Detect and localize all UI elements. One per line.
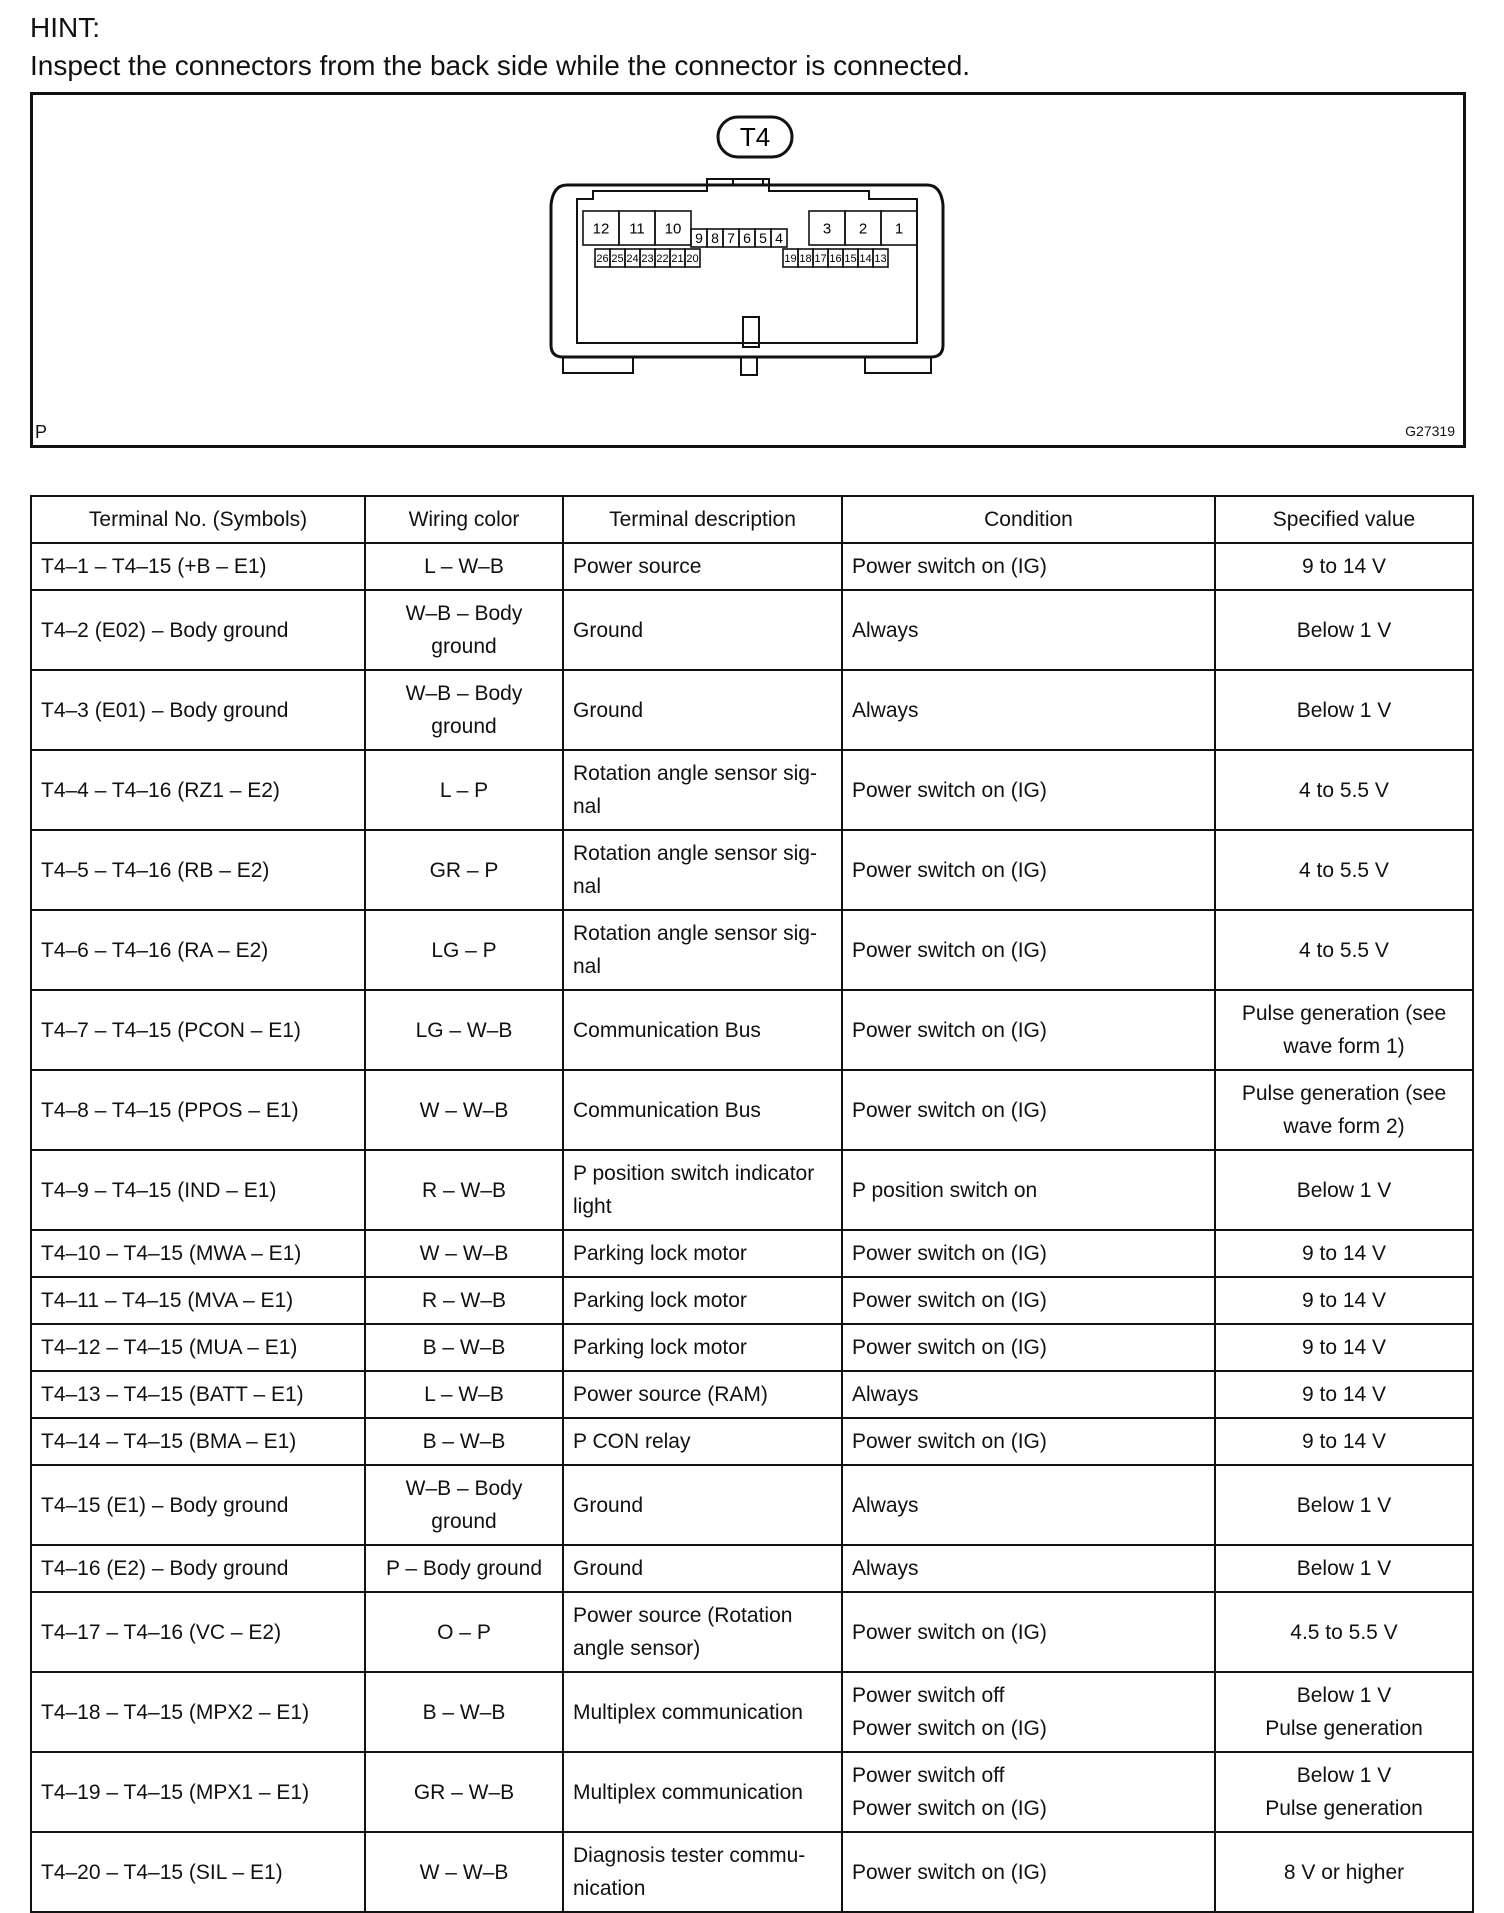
cell-description: Diagnosis tester commu-nication (563, 1832, 842, 1912)
figure-code: G27319 (1405, 423, 1455, 439)
cell-terminal: T4–3 (E01) – Body ground (31, 670, 365, 750)
cell-specified-value: 9 to 14 V (1215, 1371, 1473, 1418)
cell-specified-value: 4 to 5.5 V (1215, 830, 1473, 910)
connector-latch (733, 179, 763, 185)
table-row (31, 1230, 1473, 1277)
header-terminal: Terminal No. (Symbols) (31, 496, 365, 543)
cell-condition: Power switch on (IG) (842, 990, 1215, 1070)
cell-terminal: T4–6 – T4–16 (RA – E2) (31, 910, 365, 990)
cell-terminal: T4–8 – T4–15 (PPOS – E1) (31, 1070, 365, 1150)
cell-condition: P position switch on (842, 1150, 1215, 1230)
cell-wiring-color: L – W–B (365, 1371, 563, 1418)
cell-terminal: T4–20 – T4–15 (SIL – E1) (31, 1832, 365, 1912)
cell-description: Multiplex communication (563, 1672, 842, 1752)
cell-wiring-color: B – W–B (365, 1418, 563, 1465)
pin-21: 21 (671, 252, 684, 265)
table-header-row (31, 496, 1473, 543)
pin-17: 17 (814, 252, 827, 265)
cell-terminal: T4–17 – T4–16 (VC – E2) (31, 1592, 365, 1672)
cell-description: Parking lock motor (563, 1277, 842, 1324)
cell-specified-value: 9 to 14 V (1215, 1418, 1473, 1465)
pin-19: 19 (784, 252, 797, 265)
table-row (31, 750, 1473, 830)
connector-foot-center (741, 357, 757, 375)
header-description: Terminal description (563, 496, 842, 543)
cell-condition: Always (842, 670, 1215, 750)
pin-8: 8 (711, 230, 719, 247)
cell-terminal: T4–11 – T4–15 (MVA – E1) (31, 1277, 365, 1324)
table-row (31, 590, 1473, 670)
cell-description: Rotation angle sensor sig-nal (563, 910, 842, 990)
cell-condition: Always (842, 1545, 1215, 1592)
cell-terminal: T4–10 – T4–15 (MWA – E1) (31, 1230, 365, 1277)
cell-specified-value: 4 to 5.5 V (1215, 750, 1473, 830)
pin-2: 2 (858, 220, 868, 238)
cell-specified-value: Pulse generation (see wave form 1) (1215, 990, 1473, 1070)
cell-wiring-color: W – W–B (365, 1070, 563, 1150)
pin-16: 16 (829, 252, 842, 265)
cell-wiring-color: W–B – Body ground (365, 1465, 563, 1545)
table-row (31, 1324, 1473, 1371)
cell-condition: Power switch on (IG) (842, 1230, 1215, 1277)
cell-wiring-color: W – W–B (365, 1230, 563, 1277)
pin-13: 13 (874, 252, 887, 265)
pin-18: 18 (799, 252, 812, 265)
cell-terminal: T4–7 – T4–15 (PCON – E1) (31, 990, 365, 1070)
pin-11: 11 (629, 220, 645, 238)
cell-wiring-color: R – W–B (365, 1277, 563, 1324)
pin-9: 9 (695, 230, 703, 247)
table-row (31, 670, 1473, 750)
cell-terminal: T4–16 (E2) – Body ground (31, 1545, 365, 1592)
cell-terminal: T4–13 – T4–15 (BATT – E1) (31, 1371, 365, 1418)
cell-condition: Always (842, 1371, 1215, 1418)
cell-wiring-color: P – Body ground (365, 1545, 563, 1592)
cell-description: Ground (563, 1545, 842, 1592)
pin-23: 23 (641, 252, 654, 265)
cell-description: P CON relay (563, 1418, 842, 1465)
cell-specified-value: Below 1 V (1215, 1545, 1473, 1592)
cell-description: Power source (Rotation angle sensor) (563, 1592, 842, 1672)
pin-1: 1 (894, 220, 904, 238)
table-row (31, 990, 1473, 1070)
pin-6: 6 (743, 230, 751, 247)
cell-wiring-color: GR – W–B (365, 1752, 563, 1832)
cell-specified-value: Below 1 V (1215, 670, 1473, 750)
pin-26: 26 (596, 252, 609, 265)
table-row (31, 1465, 1473, 1545)
table-row (31, 1672, 1473, 1752)
cell-wiring-color: L – W–B (365, 543, 563, 590)
cell-condition: Power switch on (IG) (842, 1832, 1215, 1912)
table-row (31, 1545, 1473, 1592)
cell-condition: Always (842, 1465, 1215, 1545)
table-row (31, 1592, 1473, 1672)
cell-wiring-color: W–B – Body ground (365, 670, 563, 750)
cell-description: Communication Bus (563, 1070, 842, 1150)
cell-description: Communication Bus (563, 990, 842, 1070)
cell-description: Ground (563, 590, 842, 670)
table-row (31, 543, 1473, 590)
cell-condition: Always (842, 590, 1215, 670)
connector-label-text: T4 (739, 122, 771, 152)
pin-20: 20 (686, 252, 699, 265)
cell-specified-value: 4.5 to 5.5 V (1215, 1592, 1473, 1672)
cell-condition: Power switch on (IG) (842, 1418, 1215, 1465)
cell-wiring-color: LG – W–B (365, 990, 563, 1070)
cell-specified-value: 9 to 14 V (1215, 543, 1473, 590)
cell-condition: Power switch on (IG) (842, 910, 1215, 990)
cell-condition: Power switch off Power switch on (IG) (842, 1752, 1215, 1832)
cell-specified-value: 9 to 14 V (1215, 1230, 1473, 1277)
cell-condition: Power switch on (IG) (842, 1592, 1215, 1672)
table-row (31, 910, 1473, 990)
cell-terminal: T4–19 – T4–15 (MPX1 – E1) (31, 1752, 365, 1832)
pin-24: 24 (626, 252, 639, 265)
cell-terminal: T4–4 – T4–16 (RZ1 – E2) (31, 750, 365, 830)
cell-terminal: T4–12 – T4–15 (MUA – E1) (31, 1324, 365, 1371)
pin-10: 10 (664, 220, 682, 238)
pin-3: 3 (822, 220, 832, 238)
cell-terminal: T4–1 – T4–15 (+B – E1) (31, 543, 365, 590)
cell-description: Rotation angle sensor sig-nal (563, 750, 842, 830)
cell-specified-value: Below 1 V (1215, 1150, 1473, 1230)
table-row (31, 1150, 1473, 1230)
cell-description: P position switch indicator light (563, 1150, 842, 1230)
cell-wiring-color: B – W–B (365, 1672, 563, 1752)
connector-figure (30, 92, 1466, 448)
cell-terminal: T4–2 (E02) – Body ground (31, 590, 365, 670)
cell-description: Power source (563, 543, 842, 590)
hint-title: HINT: (30, 12, 100, 43)
header-specified-value: Specified value (1215, 496, 1473, 543)
cell-terminal: T4–9 – T4–15 (IND – E1) (31, 1150, 365, 1230)
cell-specified-value: Below 1 V (1215, 590, 1473, 670)
cell-condition: Power switch on (IG) (842, 1324, 1215, 1371)
table-row (31, 1070, 1473, 1150)
cell-terminal: T4–18 – T4–15 (MPX2 – E1) (31, 1672, 365, 1752)
table-row (31, 1832, 1473, 1912)
pin-5: 5 (759, 230, 767, 247)
cell-terminal: T4–5 – T4–16 (RB – E2) (31, 830, 365, 910)
cell-wiring-color: W–B – Body ground (365, 590, 563, 670)
cell-wiring-color: LG – P (365, 910, 563, 990)
cell-description: Rotation angle sensor sig-nal (563, 830, 842, 910)
cell-condition: Power switch on (IG) (842, 1277, 1215, 1324)
pin-4: 4 (775, 230, 783, 247)
pin-14: 14 (859, 252, 872, 265)
cell-specified-value: Below 1 V (1215, 1465, 1473, 1545)
cell-condition: Power switch off Power switch on (IG) (842, 1672, 1215, 1752)
connector-foot-right (865, 357, 931, 373)
pin-22: 22 (656, 252, 669, 265)
table-row (31, 1371, 1473, 1418)
table-row (31, 1752, 1473, 1832)
cell-wiring-color: GR – P (365, 830, 563, 910)
cell-wiring-color: L – P (365, 750, 563, 830)
cell-specified-value: 4 to 5.5 V (1215, 910, 1473, 990)
cell-description: Ground (563, 1465, 842, 1545)
figure-corner-letter: P (35, 422, 48, 442)
cell-condition: Power switch on (IG) (842, 543, 1215, 590)
cell-specified-value: Below 1 V Pulse generation (1215, 1672, 1473, 1752)
cell-wiring-color: B – W–B (365, 1324, 563, 1371)
cell-terminal: T4–15 (E1) – Body ground (31, 1465, 365, 1545)
cell-terminal: T4–14 – T4–15 (BMA – E1) (31, 1418, 365, 1465)
cell-specified-value: Below 1 V Pulse generation (1215, 1752, 1473, 1832)
hint-text: Inspect the connectors from the back side while the connector is connected. (30, 50, 971, 81)
table-row (31, 830, 1473, 910)
pin-12: 12 (592, 220, 610, 238)
pin-15: 15 (844, 252, 857, 265)
cell-specified-value: Pulse generation (see wave form 2) (1215, 1070, 1473, 1150)
cell-condition: Power switch on (IG) (842, 1070, 1215, 1150)
cell-description: Power source (RAM) (563, 1371, 842, 1418)
connector-foot-left (563, 357, 633, 373)
cell-wiring-color: W – W–B (365, 1832, 563, 1912)
header-wiring-color: Wiring color (365, 496, 563, 543)
cell-specified-value: 9 to 14 V (1215, 1277, 1473, 1324)
cell-specified-value: 9 to 14 V (1215, 1324, 1473, 1371)
cell-wiring-color: R – W–B (365, 1150, 563, 1230)
cell-wiring-color: O – P (365, 1592, 563, 1672)
table-row (31, 1277, 1473, 1324)
cell-condition: Power switch on (IG) (842, 750, 1215, 830)
header-condition: Condition (842, 496, 1215, 543)
cell-specified-value: 8 V or higher (1215, 1832, 1473, 1912)
cell-description: Ground (563, 670, 842, 750)
cell-description: Parking lock motor (563, 1324, 842, 1371)
cell-description: Multiplex communication (563, 1752, 842, 1832)
pin-7: 7 (727, 230, 735, 247)
table-row (31, 1418, 1473, 1465)
cell-condition: Power switch on (IG) (842, 830, 1215, 910)
pin-25: 25 (611, 252, 624, 265)
connector-diagram (33, 95, 1463, 445)
cell-description: Parking lock motor (563, 1230, 842, 1277)
terminal-spec-table (30, 495, 1474, 1913)
